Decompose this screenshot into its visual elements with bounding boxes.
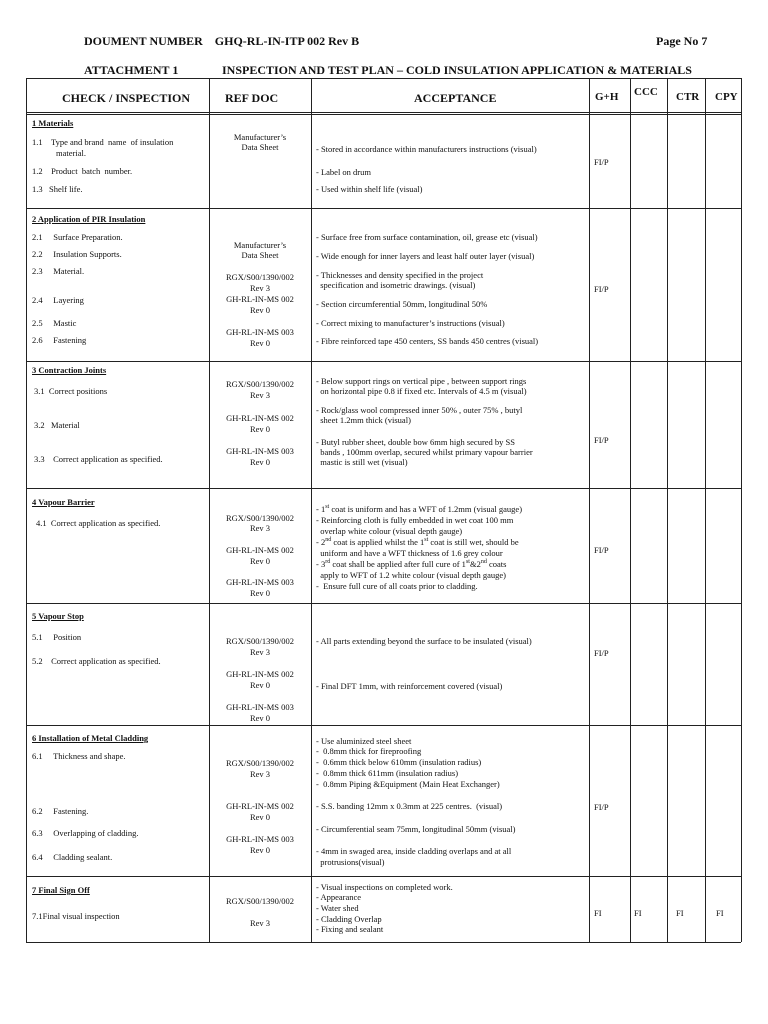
ref-doc: Rev 0 — [249, 713, 271, 723]
acceptance-item: - 1st coat is uniform and has a WFT of 1.2mm (visual gauge) — [316, 504, 523, 514]
row-divider — [26, 603, 741, 604]
row-divider — [26, 78, 741, 79]
section-title: 6 Installation of Metal Cladding — [32, 733, 149, 743]
acceptance-item: - 0.8mm Piping &Equipment (Main Heat Exchanger) — [316, 779, 500, 789]
ref-doc: Rev 3 — [249, 390, 271, 400]
acceptance-item: - Visual inspections on completed work. — [316, 882, 453, 892]
col-cpy: CPY — [715, 91, 738, 103]
col-divider — [705, 78, 706, 942]
ref-doc: GH-RL-IN-MS 002 — [226, 413, 294, 423]
acceptance-item: specification and isometric drawings. (visual) — [316, 280, 476, 290]
check-item: 2.2 Insulation Supports. — [32, 249, 122, 259]
acceptance-item: - Correct mixing to manufacturer’s instructions (visual) — [316, 318, 505, 328]
ref-doc: GH-RL-IN-MS 003 — [226, 327, 294, 337]
acceptance-item: - Section circumferential 50mm, longitudinal 50% — [316, 299, 488, 309]
check-item: 4.1 Correct application as specified. — [36, 518, 161, 528]
ref-doc: RGX/S00/1390/002 — [225, 758, 294, 768]
check-item: 7.1Final visual inspection — [32, 911, 120, 921]
acceptance-item: - Used within shelf life (visual) — [316, 184, 423, 194]
ref-doc: Rev 3 — [249, 769, 271, 779]
check-item: 6.3 Overlapping of cladding. — [32, 828, 139, 838]
check-item: 1.3 Shelf life. — [32, 184, 83, 194]
ref-doc: GH-RL-IN-MS 002 — [226, 545, 294, 555]
acceptance-item: - Water shed — [316, 903, 359, 913]
col-divider — [311, 78, 312, 942]
acceptance-item: bands , 100mm overlap, secured whilst primary vapour barrier — [316, 447, 533, 457]
acceptance-item: - Thicknesses and density specified in the project — [316, 270, 484, 280]
acceptance-item: on horizontal pipe 0.8 if fixed etc. Intervals of 4.5 m (visual) — [316, 386, 527, 396]
row-divider — [26, 488, 741, 489]
acceptance-item: - 4mm in swaged area, inside cladding overlaps and at all — [316, 846, 512, 856]
col-ctr: CTR — [676, 91, 700, 103]
ref-doc: RGX/S00/1390/002 — [225, 636, 294, 646]
ref-doc: GH-RL-IN-MS 003 — [226, 446, 294, 456]
ref-doc: Rev 0 — [249, 812, 271, 822]
acceptance-item: - Cladding Overlap — [316, 914, 382, 924]
acceptance-item: - Final DFT 1mm, with reinforcement covered (visual) — [316, 681, 503, 691]
acceptance-item: - Use aluminized steel sheet — [316, 736, 412, 746]
ref-doc: GH-RL-IN-MS 002 — [226, 669, 294, 679]
ref-doc: RGX/S00/1390/002 — [225, 272, 294, 282]
check-item: 6.4 Cladding sealant. — [32, 852, 113, 862]
col-divider — [667, 78, 668, 942]
ref-doc: Rev 3 — [249, 523, 271, 533]
acceptance-item: - 0.8mm thick 611mm (insulation radius) — [316, 768, 459, 778]
ctr-mark: FI — [676, 908, 684, 918]
ref-doc: Manufacturer’s — [233, 240, 287, 250]
acceptance-item: - Butyl rubber sheet, double bow 6mm high secured by SS — [316, 437, 516, 447]
acceptance-item: - Fixing and sealant — [316, 924, 384, 934]
doc-number-value: GHQ-RL-IN-ITP 002 Rev B — [214, 34, 360, 48]
section-title: 5 Vapour Stop — [32, 611, 84, 621]
check-item: 1.2 Product batch number. — [32, 166, 133, 176]
acceptance-item: - Reinforcing cloth is fully embedded in wet coat 100 mm — [316, 515, 514, 525]
cpy-mark: FI — [716, 908, 724, 918]
ref-doc: GH-RL-IN-MS 003 — [226, 834, 294, 844]
check-item: 5.2 Correct application as specified. — [32, 656, 161, 666]
col-divider — [26, 78, 27, 942]
acceptance-item: - 0.8mm thick for fireproofing — [316, 746, 422, 756]
check-item: 5.1 Position — [32, 632, 82, 642]
check-item: 2.6 Fastening — [32, 335, 87, 345]
ref-doc: GH-RL-IN-MS 002 — [226, 801, 294, 811]
acceptance-item: - Circumferential seam 75mm, longitudinal 50mm (visual) — [316, 824, 516, 834]
ref-doc: GH-RL-IN-MS 003 — [226, 577, 294, 587]
col-divider — [630, 78, 631, 942]
section-title: 1 Materials — [32, 118, 74, 128]
ref-doc: Rev 0 — [249, 680, 271, 690]
acceptance-item: protrusions(visual) — [316, 857, 385, 867]
gh-mark: FI/P — [594, 435, 609, 445]
check-item: material. — [56, 148, 86, 158]
acceptance-item: apply to WFT of 1.2 white colour (visual depth gauge) — [316, 570, 506, 580]
col-check-inspection: CHECK / INSPECTION — [62, 91, 191, 105]
check-item: 6.1 Thickness and shape. — [32, 751, 126, 761]
check-item: 2.4 Layering — [32, 295, 84, 305]
ref-doc: Rev 3 — [249, 283, 271, 293]
check-item: 2.5 Mastic — [32, 318, 77, 328]
gh-mark: FI/P — [594, 157, 609, 167]
gh-mark: FI — [594, 908, 602, 918]
row-divider — [26, 112, 741, 113]
check-item: 2.3 Material. — [32, 266, 85, 276]
section-title: 4 Vapour Barrier — [32, 497, 95, 507]
acceptance-item: - Rock/glass wool compressed inner 50% , outer 75% , butyl — [316, 405, 523, 415]
gh-mark: FI/P — [594, 648, 609, 658]
col-divider — [589, 78, 590, 942]
ref-doc: Rev 0 — [249, 845, 271, 855]
ref-doc: RGX/S00/1390/002 — [225, 379, 294, 389]
check-item: 2.1 Surface Preparation. — [32, 232, 123, 242]
acceptance-item: - Fibre reinforced tape 450 centers, SS bands 450 centres (visual) — [316, 336, 539, 346]
acceptance-item: - Stored in accordance within manufacturers instructions (visual) — [316, 144, 537, 154]
acceptance-item: uniform and have a WFT thickness of 1.6 grey colour — [316, 548, 503, 558]
row-divider — [26, 725, 741, 726]
acceptance-item: sheet 1.2mm thick (visual) — [316, 415, 411, 425]
ref-doc: Rev 0 — [249, 588, 271, 598]
acceptance-item: - 0.6mm thick below 610mm (insulation radius) — [316, 757, 482, 767]
section-title: 3 Contraction Joints — [32, 365, 107, 375]
ref-doc: Rev 0 — [249, 305, 271, 315]
check-item: 3.2 Material — [34, 420, 80, 430]
ref-doc: RGX/S00/1390/002 — [225, 513, 294, 523]
ref-doc: Manufacturer’s — [233, 132, 287, 142]
gh-mark: FI/P — [594, 284, 609, 294]
acceptance-item: - Label on drum — [316, 167, 371, 177]
acceptance-item: - Wide enough for inner layers and least half outer layer (visual) — [316, 251, 535, 261]
col-ccc: CCC — [634, 86, 658, 98]
ref-doc: Rev 3 — [249, 918, 271, 928]
row-divider — [26, 208, 741, 209]
ref-doc: Data Sheet — [241, 142, 279, 152]
acceptance-item: - 2nd coat is applied whilst the 1st coat is still wet, should be — [316, 537, 519, 547]
check-item: 3.3 Correct application as specified. — [34, 454, 163, 464]
acceptance-item: - Appearance — [316, 892, 362, 902]
acceptance-item: overlap white colour (visual depth gauge) — [316, 526, 463, 536]
row-divider — [26, 876, 741, 877]
doc-label: DOUMENT NUMBER — [84, 34, 203, 48]
acceptance-item: mastic is still wet (visual) — [316, 457, 408, 467]
attachment-label: ATTACHMENT 1 — [84, 63, 179, 77]
ref-doc: Rev 0 — [249, 556, 271, 566]
col-ref-doc: REF DOC — [225, 91, 279, 105]
acceptance-item: - S.S. banding 12mm x 0.3mm at 225 centres. (visual) — [316, 801, 503, 811]
attachment-title: INSPECTION AND TEST PLAN – COLD INSULATION APPLICATION & MATERIALS — [222, 63, 692, 77]
ref-doc: Rev 0 — [249, 338, 271, 348]
ref-doc: Rev 0 — [249, 457, 271, 467]
gh-mark: FI/P — [594, 802, 609, 812]
gh-mark: FI/P — [594, 545, 609, 555]
acceptance-item: - Ensure full cure of all coats prior to cladding. — [316, 581, 478, 591]
ref-doc: Rev 3 — [249, 647, 271, 657]
section-title: 7 Final Sign Off — [32, 885, 90, 895]
ref-doc: RGX/S00/1390/002 — [225, 896, 294, 906]
ccc-mark: FI — [634, 908, 642, 918]
col-gh: G+H — [595, 91, 619, 103]
acceptance-item: - Below support rings on vertical pipe , between support rings — [316, 376, 527, 386]
ref-doc: GH-RL-IN-MS 002 — [226, 294, 294, 304]
col-acceptance: ACCEPTANCE — [414, 91, 497, 105]
page-number: Page No 7 — [656, 34, 708, 48]
acceptance-item: - All parts extending beyond the surface to be insulated (visual) — [316, 636, 532, 646]
col-divider — [741, 78, 742, 942]
ref-doc: Data Sheet — [241, 250, 279, 260]
row-divider — [26, 361, 741, 362]
ref-doc: GH-RL-IN-MS 003 — [226, 702, 294, 712]
section-title: 2 Application of PIR Insulation — [32, 214, 146, 224]
row-divider — [26, 942, 741, 943]
acceptance-item: - Surface free from surface contamination, oil, grease etc (visual) — [316, 232, 538, 242]
ref-doc: Rev 0 — [249, 424, 271, 434]
check-item: 6.2 Fastening. — [32, 806, 89, 816]
row-divider — [26, 114, 741, 115]
check-item: 3.1 Correct positions — [34, 386, 108, 396]
acceptance-item: - 3rd coat shall be applied after full cure of 1st&2nd coats — [316, 559, 507, 569]
check-item: 1.1 Type and brand name of insulation — [32, 137, 174, 147]
